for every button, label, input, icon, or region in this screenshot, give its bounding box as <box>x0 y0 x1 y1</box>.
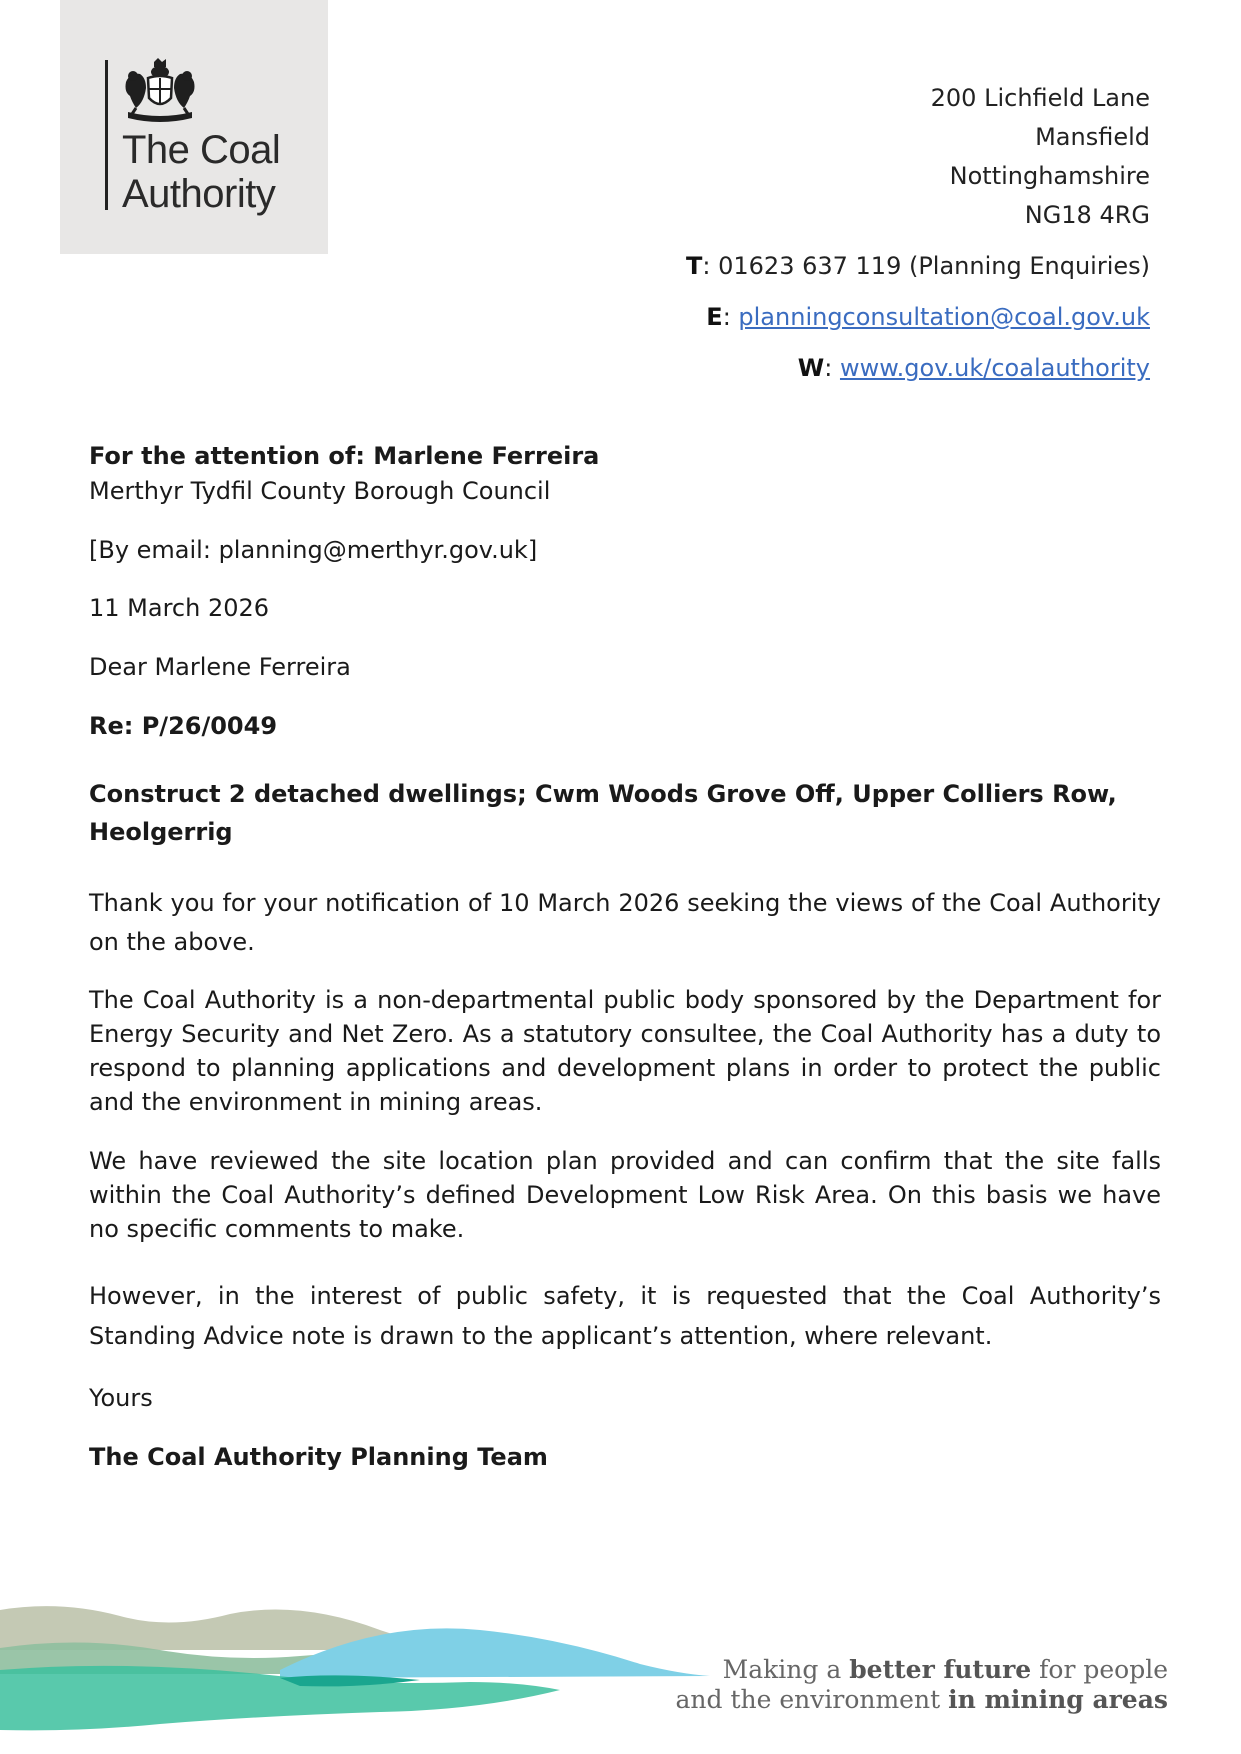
coal-authority-logo <box>60 0 328 254</box>
signature: The Coal Authority Planning Team <box>89 1443 548 1471</box>
address-line: 200 Lichfield Lane <box>930 84 1150 112</box>
body-paragraph: The Coal Authority is a non-departmental public body sponsored by the Department for Energy Security and Net Zero. As a statutory consultee, the Coal Authority has a duty to respond to planning applications and development plans in order to protect the public and the environment in mining areas. <box>89 986 1161 1116</box>
logo-text-line2: Authority <box>122 172 276 216</box>
closing: Yours <box>89 1384 153 1412</box>
body-paragraph: However, in the interest of public safety, it is requested that the Coal Authority’s Standing Advice note is drawn to the applicant’s attention, where relevant. <box>89 1282 1161 1350</box>
body-paragraph: Thank you for your notification of 10 March 2026 seeking the views of the Coal Authority on the above. <box>89 889 1161 956</box>
phone-number: 01623 637 119 (Planning Enquiries) <box>718 252 1150 280</box>
address-line: Mansfield <box>1035 123 1150 151</box>
address-line: Nottinghamshire <box>949 162 1150 190</box>
recipient-council: Merthyr Tydfil County Borough Council <box>89 477 551 505</box>
address-postcode: NG18 4RG <box>1024 201 1150 229</box>
footer-wave-graphic <box>0 1600 720 1754</box>
body-paragraph: We have reviewed the site location plan provided and can confirm that the site falls within the Coal Authority’s defined Development Low Risk Area. On this basis we have no specific comments to make. <box>89 1147 1161 1243</box>
subject-line: Heolgerrig <box>89 818 233 846</box>
email-link[interactable]: planningconsultation@coal.gov.uk <box>738 303 1150 331</box>
letter-date: 11 March 2026 <box>89 594 270 622</box>
tagline-emphasis: in mining areas <box>948 1685 1168 1714</box>
salutation: Dear Marlene Ferreira <box>89 653 351 681</box>
footer-tagline-line2 <box>676 1685 1168 1715</box>
subject-line: Construct 2 detached dwellings; Cwm Woods Grove Off, Upper Colliers Row, <box>89 780 1117 808</box>
phone-line: T: 01623 637 119 (Planning Enquiries) <box>686 252 1150 280</box>
email-line: E: planningconsultation@coal.gov.uk <box>706 303 1150 331</box>
web-line: W: www.gov.uk/coalauthority <box>797 354 1150 382</box>
reference-line: Re: P/26/0049 <box>89 712 278 740</box>
phone-label: T <box>686 252 703 280</box>
footer-tagline-line1 <box>723 1655 1168 1685</box>
logo-text-line1: The Coal <box>122 128 281 172</box>
tagline-text: and the environment <box>675 1685 949 1714</box>
royal-crest-icon <box>122 58 198 124</box>
tagline-text: Making a <box>722 1655 850 1684</box>
website-link[interactable]: www.gov.uk/coalauthority <box>839 354 1150 382</box>
web-label: W <box>797 354 825 382</box>
email-label: E <box>706 303 723 331</box>
tagline-text: for people <box>1031 1655 1168 1684</box>
logo-divider <box>105 60 108 210</box>
tagline-emphasis: better future <box>849 1655 1032 1684</box>
recipient-email: [By email: planning@merthyr.gov.uk] <box>89 536 538 564</box>
attention-line: For the attention of: Marlene Ferreira <box>89 442 600 470</box>
